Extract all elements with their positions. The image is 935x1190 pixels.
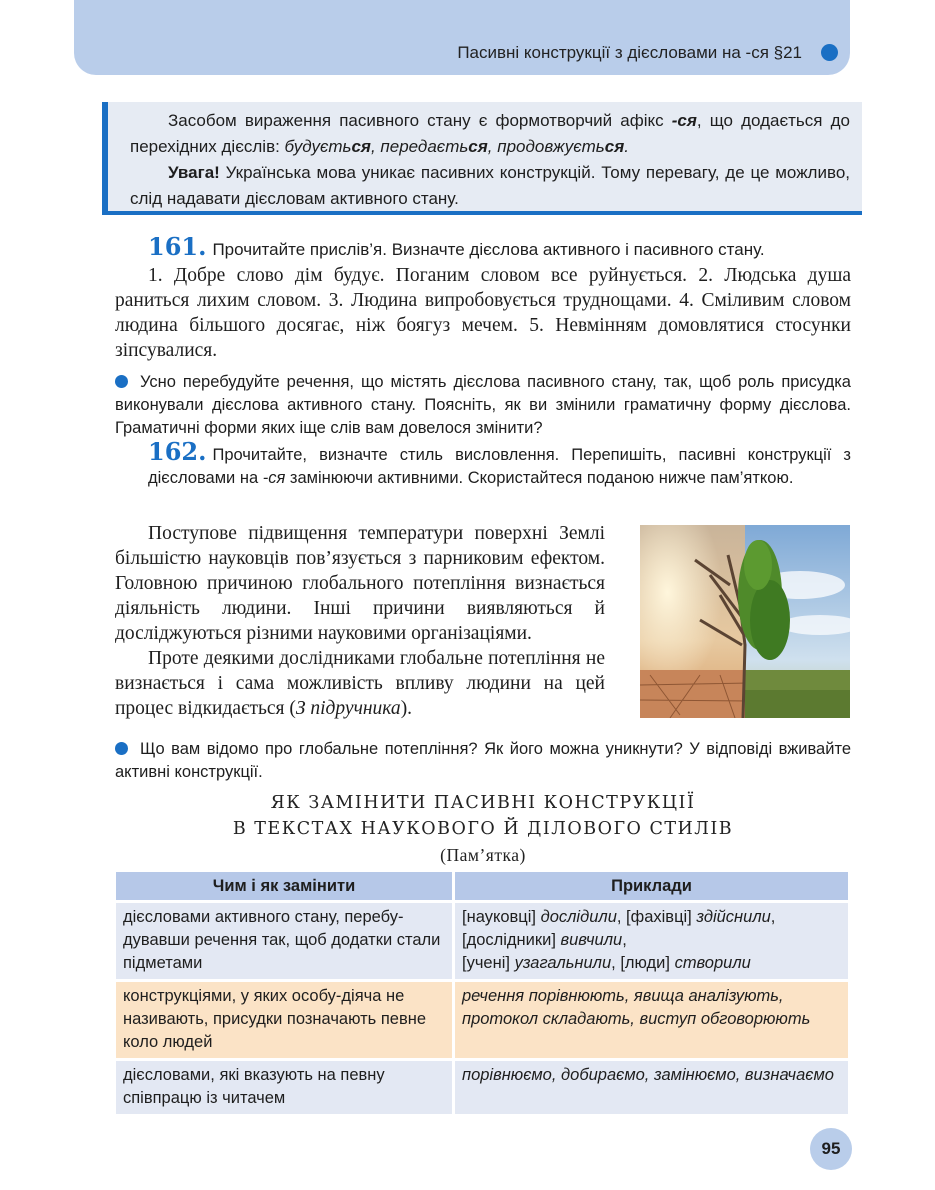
instruction-text: замінюючи активними. Скористайтеся поданою нижче пам’яткою. [285,469,794,487]
table-row [116,903,848,979]
example-verb: передаєть [380,137,469,156]
example-subject: [учені] [462,954,515,972]
example-subject: [фахівці] [626,908,697,926]
proverbs-text: 1. Добре слово дім будує. Поганим словом все руйнується. 2. Людська душа раниться лихим словом. 3. Людина випробовується труднощами. 4. Сміливим словом людина більшого досягає, ніж боягуз мечем. 5. Невмінням домовлятися стосунки зіпсувалися. [115,265,851,361]
bullet-dot-icon [115,375,128,388]
text-paragraph [115,646,605,721]
separator: , [616,908,627,926]
paragraph-text: Проте деякими дослідниками глобальне потепління не визнається і сама можливість впливу людини на цей процес відкидається ( [115,648,605,719]
exercise-instruction [148,437,851,490]
exercise-number: 162. [148,437,207,466]
attention-label: Увага! [168,163,220,182]
exercise-161 [115,232,851,440]
table-cell: дієсловами активного стану, перебудувавши речення так, щоб додатки стали підметами [116,903,452,979]
example-verb: продовжуєть [497,137,605,156]
bullet-dot-icon [821,44,838,61]
grammar-rule-box [102,102,862,215]
example-suffix: ся [351,137,371,156]
separator: , [770,908,776,926]
table-cell: порівнюємо, добираємо, замінюємо, визначаємо [455,1061,848,1114]
rule-text: , що додається до перехідних дієслів: [130,111,850,156]
instruction-text: Прочитайте, визначте стиль висловлення. Перепишіть, пасивні конструкції з дієсловами на [148,446,851,487]
example-suffix: ся [468,137,488,156]
task-text: Що вам відомо про глобальне потепління? Як його можна уникнути? У відповіді вживайте активні конструкції. [115,740,851,781]
table-cell: конструкціями, у яких особу-діяча не називають, присудки позначають певне коло людей [116,982,452,1058]
separator: . [624,137,629,156]
exercise-task [115,371,851,440]
example-subject: [люди] [620,954,675,972]
memo-subtitle: (Пам’ятка) [440,845,526,865]
exercise-instruction: Прочитайте прислів’я. Визначте дієслова активного і пасивного стану. [212,240,765,259]
column-header: Чим і як замінити [116,872,452,900]
table-row [116,982,848,1058]
table-row [116,1061,848,1114]
exercise-task [115,738,851,784]
rule-paragraph [130,108,850,160]
memo-title: В ТЕКСТАХ НАУКОВОГО Й ДІЛОВОГО СТИЛІВ [232,819,734,839]
running-header [74,0,850,75]
attention-paragraph [130,160,850,212]
table-cell: речення порівнюють, явища аналізують, протокол складають, виступ обговорюють [455,982,848,1058]
memo-title: ЯК ЗАМІНИТИ ПАСИВНІ КОНСТРУКЦІЇ [270,793,696,813]
table-cell [455,903,848,979]
example-verb: вивчили [560,931,623,949]
header-title: Пасивні конструкції з дієсловами на -ся §21 [457,43,802,62]
bullet-dot-icon [115,742,128,755]
page-number: 95 [810,1128,852,1170]
separator: , [370,137,381,156]
example-suffix: ся [604,137,625,156]
source-label: З підручника [295,698,401,719]
task-text: Усно перебудуйте речення, що містять дієслова пасивного стану, так, щоб роль присудка виконували дієслова активного стану. Поясніть, як ви змінили граматичну форму дієслова. Граматичні форми яких іще слів вам довелося змінити? [115,373,851,437]
column-header: Приклади [455,872,848,900]
example-verb: будуєть [284,137,352,156]
attention-text: Українська мова уникає пасивних конструкцій. Тому перевагу, де це можливо, слід надавати дієсловам активного стану. [130,163,850,208]
exercise-162-header [148,437,851,490]
rule-suffix: -ся [671,111,697,130]
example-subject: [науковці] [462,908,541,926]
example-verb: узагальнили [514,954,612,972]
memo-table [113,869,851,1117]
exercise-162-task [115,738,851,784]
exercise-162-text [115,521,605,721]
rule-text: Засобом вираження пасивного стану є формотворчий афікс [168,111,672,130]
example-subject: [дослідники] [462,931,561,949]
paragraph-text: ). [400,698,413,719]
instruction-suffix: -ся [262,469,286,487]
table-header-row [116,872,848,900]
text-paragraph: Поступове підвищення температури поверхні Землі більшістю науковців пов’язується з парниковим ефектом. Головною причиною глобального потепління визнається діяльність людини. Інші причини виявляються й досліджуються різними науковими організаціями. [115,523,605,644]
example-verb: дослідили [540,908,617,926]
exercise-header [115,232,851,261]
separator: , [611,954,621,972]
separator: , [622,931,627,949]
example-verb: здійснили [696,908,771,926]
separator: , [487,137,498,156]
exercise-number: 161. [148,232,207,261]
table-cell: дієсловами, які вказують на певну співпрацю із читачем [116,1061,452,1114]
example-verb: створили [674,954,751,972]
climate-tree-image [640,525,850,718]
